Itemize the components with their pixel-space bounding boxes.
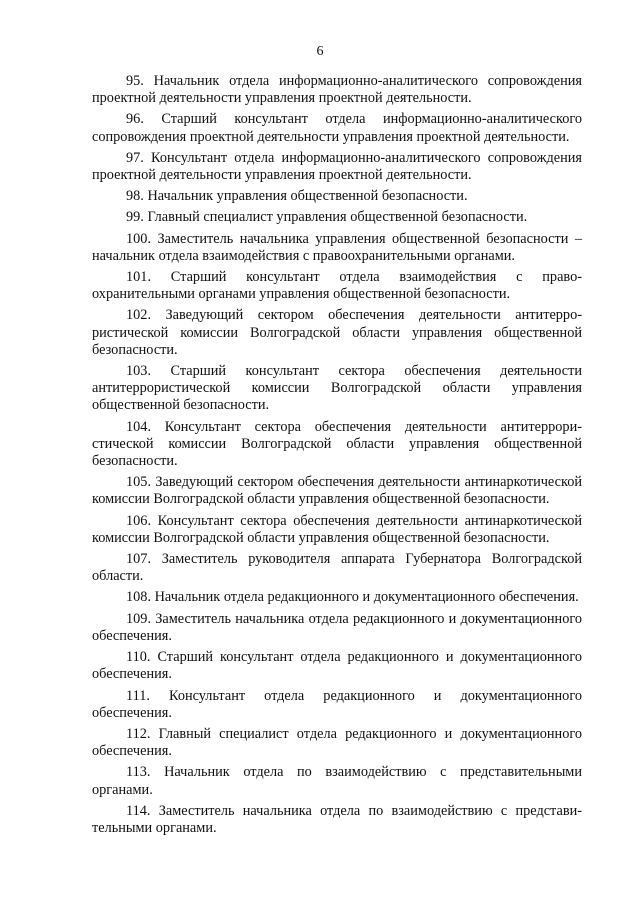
list-item: 113. Начальник отдела по взаимодействию с представительными органами. [92, 764, 582, 798]
list-item: 95. Начальник отдела информационно-аналитического сопровождения проектной деятельности управления проектной деятельности. [92, 73, 582, 107]
list-item: 112. Главный специалист отдела редакционного и документационного обеспечения. [92, 725, 582, 760]
list-item: 107. Заместитель руководителя аппарата Губернатора Волгоградской области. [92, 551, 582, 585]
list-item: 101. Старший консультант отдела взаимодействия с правоохранительными органами управления общественной безопасности. [92, 269, 582, 303]
list-item: 100. Заместитель начальника управления общественной безопасности – начальник отдела взаимодействия с правоохранительными органами. [92, 230, 582, 264]
list-item: 111. Консультант отдела редакционного и документационного обеспечения. [92, 687, 582, 721]
list-item: 97. Консультант отдела информационно-аналитического сопровождения проектной деятельности управления проектной деятельности. [92, 149, 582, 184]
document-body [92, 73, 582, 841]
list-item: 96. Старший консультант отдела информационно-аналитического сопровождения проектной деятельности управления проектной деятельности. [92, 111, 582, 145]
page-number: 6 [316, 44, 324, 59]
list-item: 114. Заместитель начальника отдела по взаимодействию с представительными органами. [92, 802, 582, 836]
list-item: 104. Консультант сектора обеспечения деятельности антитеррористической комиссии Волгоградской области управления общественной безопасности. [92, 418, 582, 470]
list-item: 99. Главный специалист управления общественной безопасности. [126, 209, 528, 226]
list-item: 106. Консультант сектора обеспечения деятельности антинаркотической комиссии Волгоградской области управления общественной безопасности. [92, 512, 582, 546]
list-item: 103. Старший консультант сектора обеспечения деятельности антитеррористической комиссии Волгоградской области управления общественной безопасности. [92, 363, 582, 414]
list-item: 105. Заведующий сектором обеспечения деятельности антинаркотической комиссии Волгоградской области управления общественной безопасности. [92, 474, 582, 508]
list-item: 108. Начальник отдела редакционного и документационного обеспечения. [126, 589, 579, 606]
list-item: 102. Заведующий сектором обеспечения деятельности антитеррористической комиссии Волгоградской области управления общественной безопасности. [92, 307, 582, 358]
list-item: 109. Заместитель начальника отдела редакционного и документационного обеспечения. [92, 610, 582, 644]
list-item: 98. Начальник управления общественной безопасности. [126, 188, 468, 205]
list-item: 110. Старший консультант отдела редакционного и документационного обеспечения. [92, 649, 582, 683]
